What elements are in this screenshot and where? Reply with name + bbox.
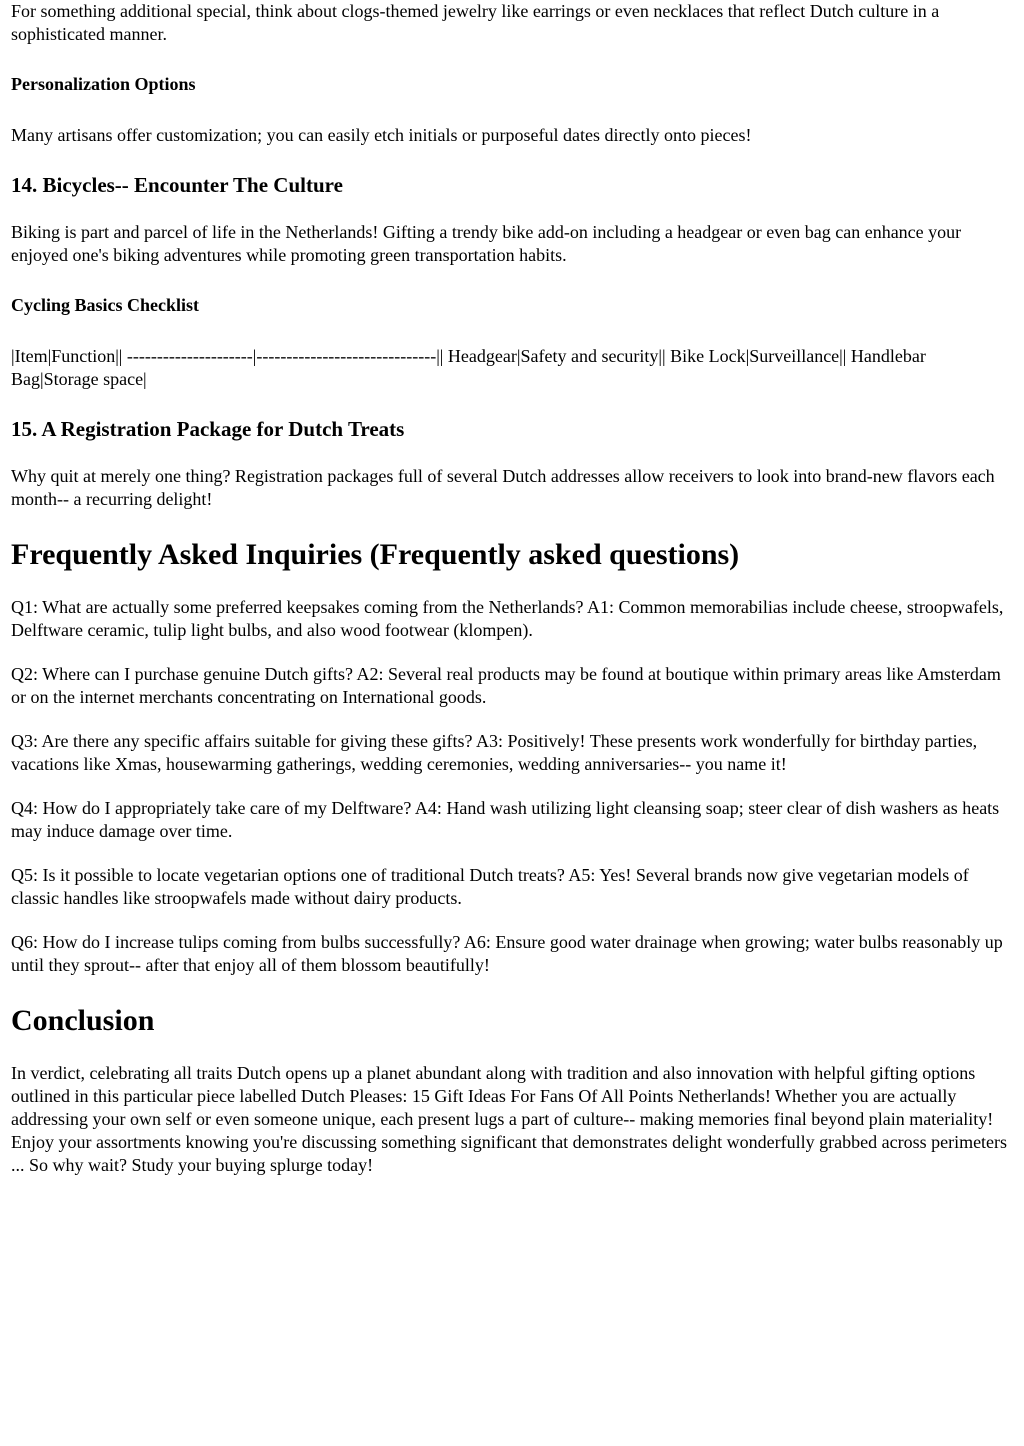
faq-item: Q4: How do I appropriately take care of my Delftware? A4: Hand wash utilizing light cleansing soap; steer clear of dish washers as heats may induce damage over time.: [11, 798, 1000, 841]
faq-item: Q6: How do I increase tulips coming from bulbs successfully? A6: Ensure good water drainage when growing; water bulbs reasonably up until they sprout-- after that enjoy all of them blossom beautifully!: [11, 932, 1003, 975]
cycling-checklist-table: |Item|Function|| ---------------------|------------------------------|| Headgear|Safety and security|| Bike Lock|Surveillance|| Handlebar Bag|Storage space|: [11, 346, 926, 389]
section-15-heading: 15. A Registration Package for Dutch Treats: [11, 417, 405, 441]
faq-item: Q1: What are actually some preferred keepsakes coming from the Netherlands? A1: Common memorabilias include cheese, stroopwafels, Delftware ceramic, tulip light bulbs, and also wood footwear (klompen).: [11, 597, 1004, 640]
personalization-heading: Personalization Options: [11, 74, 196, 94]
personalization-text: Many artisans offer customization; you can easily etch initials or purposeful dates directly onto pieces!: [11, 125, 752, 145]
conclusion-text: In verdict, celebrating all traits Dutch opens up a planet abundant along with tradition and also innovation with helpful gifting options outlined in this particular piece labelled Dutch Pleases: 15 Gift Ideas For Fans Of All Points Netherlands! Whether you are actually addressing your own self or even someone unique, each present lugs a part of culture-- making memories final beyond plain materiality! Enjoy your assortments knowing you're discussing something significant that demonstrates delight wonderfully grabbed across perimeters ... So why wait? Study your buying splurge today!: [11, 1063, 1008, 1175]
cycling-checklist-heading: Cycling Basics Checklist: [11, 295, 200, 315]
conclusion-heading: Conclusion: [11, 1004, 155, 1037]
faq-item: Q5: Is it possible to locate vegetarian options one of traditional Dutch treats? A5: Yes! Several brands now give vegetarian models of classic handles like stroopwafels made without dairy products.: [11, 865, 969, 908]
intro-paragraph: For something additional special, think about clogs-themed jewelry like earrings or even necklaces that reflect Dutch culture in a sophisticated manner.: [11, 1, 940, 44]
faq-item: Q2: Where can I purchase genuine Dutch gifts? A2: Several real products may be found at boutique within primary areas like Amsterdam or on the internet merchants concentrating on International goods.: [11, 664, 1001, 707]
section-15-text: Why quit at merely one thing? Registration packages full of several Dutch addresses allow receivers to look into brand-new flavors each month-- a recurring delight!: [11, 466, 995, 509]
faq-heading: Frequently Asked Inquiries (Frequently asked questions): [11, 538, 740, 571]
section-14-heading: 14. Bicycles-- Encounter The Culture: [11, 173, 343, 197]
section-14-text: Biking is part and parcel of life in the Netherlands! Gifting a trendy bike add-on including a headgear or even bag can enhance your enjoyed one's biking adventures while promoting green transportation habits.: [11, 222, 962, 265]
faq-item: Q3: Are there any specific affairs suitable for giving these gifts? A3: Positively! These presents work wonderfully for birthday parties, vacations like Xmas, housewarming gatherings, wedding ceremonies, wedding anniversaries-- you name it!: [11, 731, 978, 774]
